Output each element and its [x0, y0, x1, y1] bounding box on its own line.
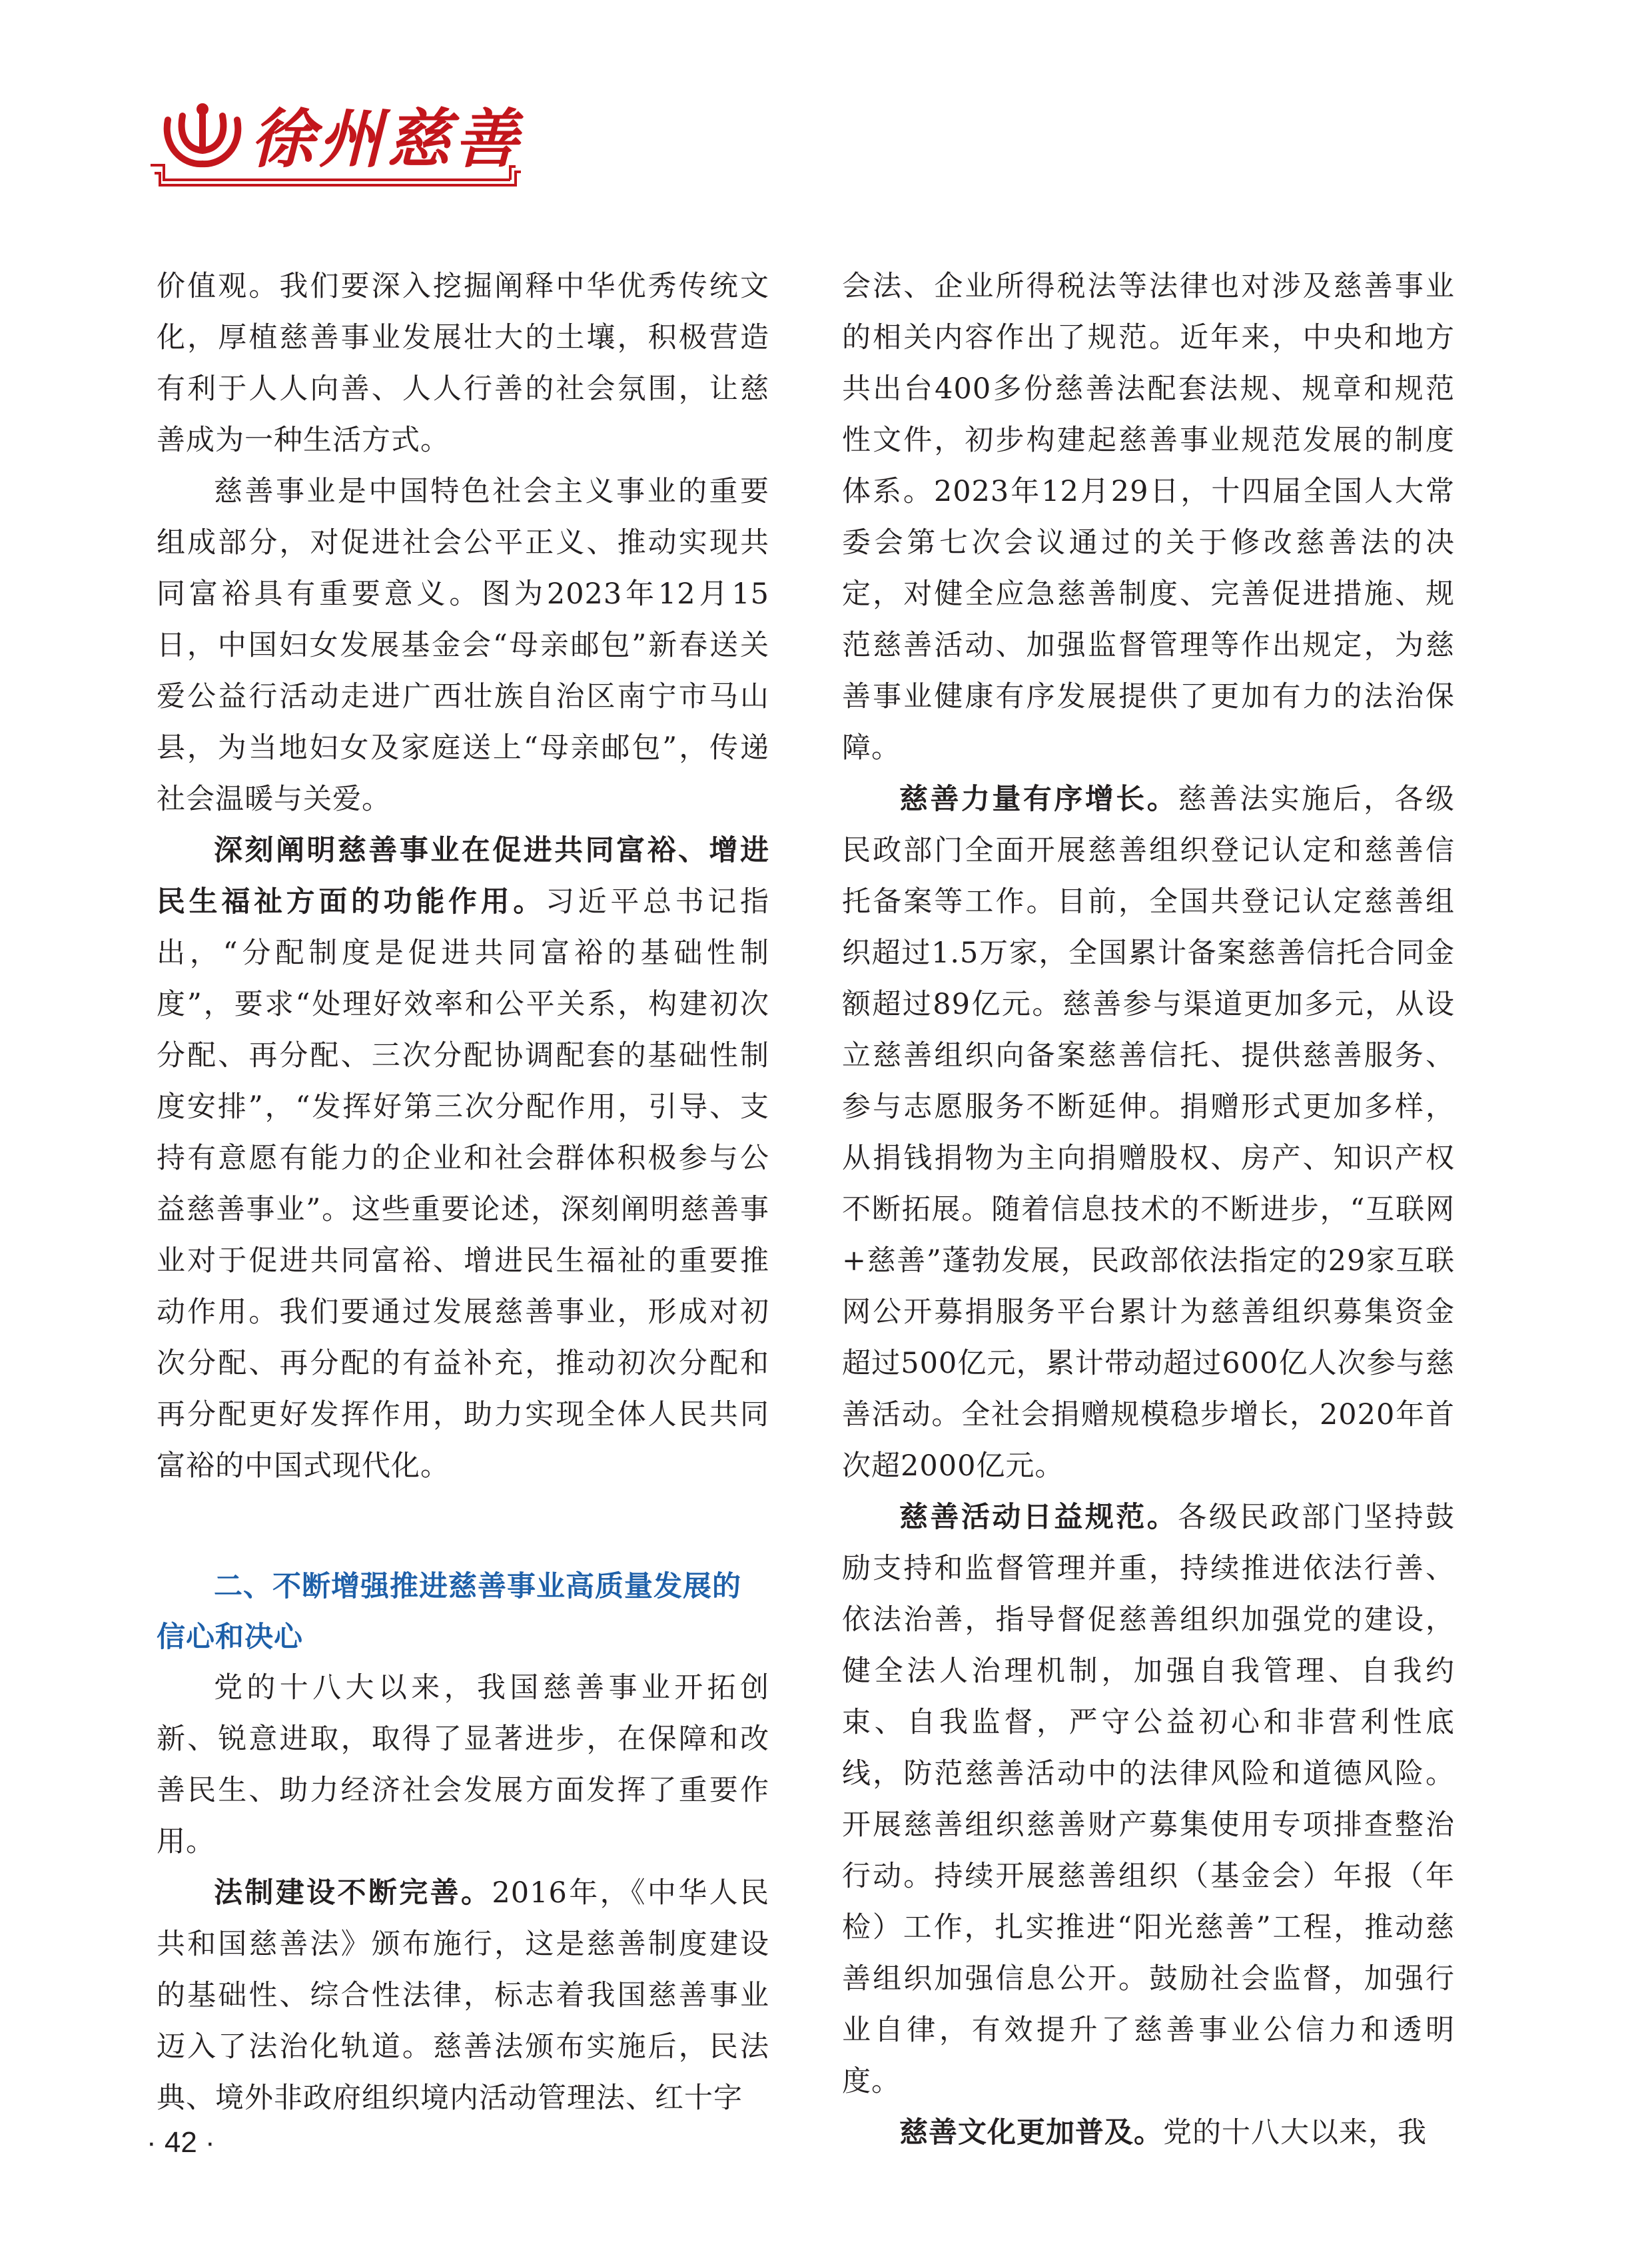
right-column — [842, 261, 1455, 2159]
paragraph-lead: 深刻阐明慈善事业在促进共同富裕、增进民生福祉方面的功能作用。 — [157, 834, 769, 919]
paragraph — [842, 1492, 1455, 2107]
paragraph-body: 慈善法实施后，各级民政部门全面开展慈善组织登记认定和慈善信托备案等工作。目前，全国共登记认定慈善组织超过1.5万家，全国累计备案慈善信托合同金额超过89亿元。慈善参与渠道更加多元，从设立慈善组织向备案慈善信托、提供慈善服务、参与志愿服务不断延伸。捐赠形式更加多样，从捐钱捐物为主向捐赠股权、房产、知识产权不断拓展。随着信息技术的不断进步，“互联网+慈善”蓬勃发展，民政部依法指定的29家互联网公开募捐服务平台累计为慈善组织募集资金超过500亿元，累计带动超过600亿人次参与慈善活动。全社会捐赠规模稳步增长，2020年首次超2000亿元。 — [842, 783, 1455, 1483]
paragraph — [842, 774, 1455, 1492]
paragraph-body: 习近平总书记指出，“分配制度是促进共同富裕的基础性制度”，要求“处理好效率和公平关系，构建初次分配、再分配、三次分配协调配套的基础性制度安排”，“发挥好第三次分配作用，引导、支持有意愿有能力的企业和社会群体积极参与公益慈善事业”。这些重要论述，深刻阐明慈善事业对于促进共同富裕、增进民生福祉的重要推动作用。我们要通过发展慈善事业，形成对初次分配、再分配的有益补充，推动初次分配和再分配更好发挥作用，助力实现全体人民共同富裕的中国式现代化。 — [157, 885, 769, 1483]
paragraph — [157, 1868, 769, 2124]
masthead — [151, 100, 524, 200]
paragraph-lead: 慈善活动日益规范。 — [899, 1501, 1178, 1534]
paragraph-lead: 慈善力量有序增长。 — [899, 783, 1178, 816]
paragraph-body: 2016年，《中华人民共和国慈善法》颁布施行，这是慈善制度建设的基础性、综合性法律，标志着我国慈善事业迈入了法治化轨道。慈善法颁布实施后，民法典、境外非政府组织境内活动管理法、红十字 — [157, 1876, 770, 2115]
paragraph — [842, 2107, 1455, 2159]
paragraph-body: 党的十八大以来，我 — [1163, 2116, 1427, 2149]
page-number: · 42 · — [147, 2126, 215, 2159]
left-column — [157, 261, 769, 2124]
paragraph — [157, 825, 769, 1492]
paragraph: 会法、企业所得税法等法律也对涉及慈善事业的相关内容作出了规范。近年来，中央和地方共出台400多份慈善法配套法规、规章和规范性文件，初步构建起慈善事业规范发展的制度体系。2023年12月29日，十四届全国人大常委会第七次会议通过的关于修改慈善法的决定，对健全应急慈善制度、完善促进措施、规范慈善活动、加强监督管理等作出规定，为慈善事业健康有序发展提供了更加有力的法治保障。 — [842, 270, 1455, 765]
paragraph: 价值观。我们要深入挖掘阐释中华优秀传统文化，厚植慈善事业发展壮大的土壤，积极营造有利于人人向善、人人行善的社会氛围，让慈善成为一种生活方式。 — [157, 270, 769, 457]
paragraph: 党的十八大以来，我国慈善事业开拓创新、锐意进取，取得了显著进步，在保障和改善民生、助力经济社会发展方面发挥了重要作用。 — [157, 1671, 769, 1858]
charity-hands-icon — [156, 100, 249, 173]
paragraph-body: 各级民政部门坚持鼓励支持和监督管理并重，持续推进依法行善、依法治善，指导督促慈善组织加强党的建设，健全法人治理机制，加强自我管理、自我约束、自我监督，严守公益初心和非营利性底线，防范慈善活动中的法律风险和道德风险。开展慈善组织慈善财产募集使用专项排查整治行动。持续开展慈善组织（基金会）年报（年检）工作，扎实推进“阳光慈善”工程，推动慈善组织加强信息公开。鼓励社会监督，加强行业自律，有效提升了慈善事业公信力和透明度。 — [842, 1501, 1455, 2098]
section-heading: 二、不断增强推进慈善事业高质量发展的信心和决心 — [157, 1570, 741, 1654]
masthead-title: 徐州慈善 — [250, 101, 522, 177]
paragraph-lead: 法制建设不断完善。 — [214, 1876, 492, 1910]
paragraph-lead: 慈善文化更加普及。 — [899, 2116, 1163, 2149]
paragraph: 慈善事业是中国特色社会主义事业的重要组成部分，对促进社会公平正义、推动实现共同富裕具有重要意义。图为2023年12月15日，中国妇女发展基金会“母亲邮包”新春送关爱公益行活动走进广西壮族自治区南宁市马山县，为当地妇女及家庭送上“母亲邮包”，传递社会温暖与关爱。 — [157, 475, 769, 816]
